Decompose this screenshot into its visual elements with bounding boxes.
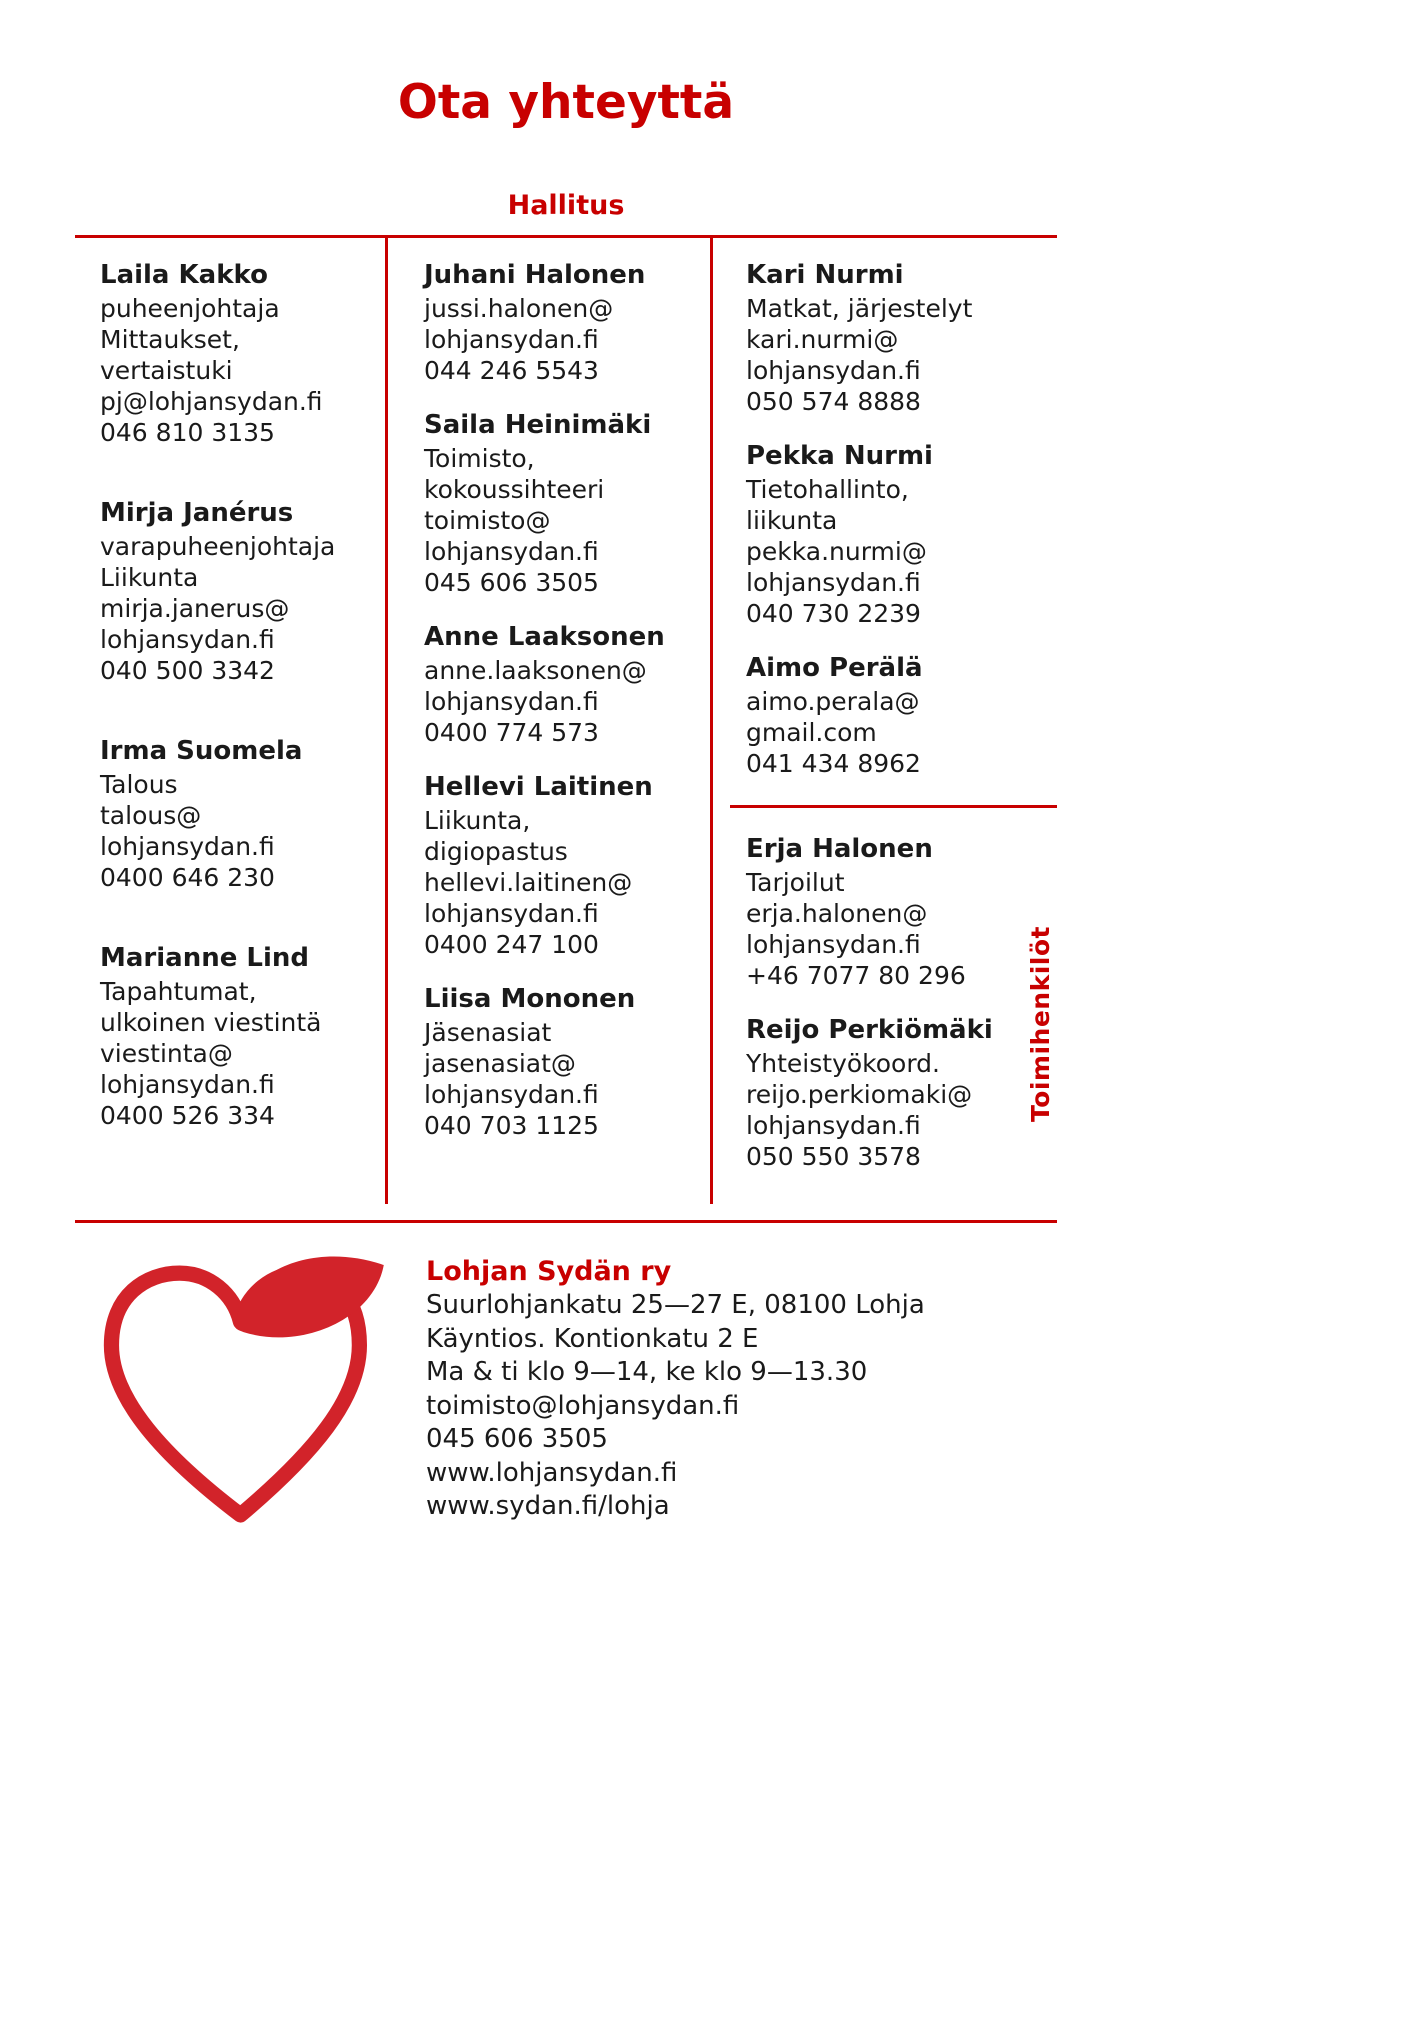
- contact-name: Pekka Nurmi: [746, 441, 933, 472]
- organization-name: Lohjan Sydän ry: [426, 1256, 672, 1288]
- contact-line: anne.laaksonen@: [424, 656, 647, 686]
- contact-name: Hellevi Laitinen: [424, 772, 653, 803]
- contact-line: viestinta@: [100, 1039, 233, 1069]
- contact-line: 040 703 1125: [424, 1111, 599, 1141]
- contact-line: lohjansydan.fi: [424, 687, 599, 717]
- contact-line: reijo.perkiomaki@: [746, 1080, 973, 1110]
- contact-card: [100, 498, 367, 686]
- contact-line: erja.halonen@: [746, 899, 928, 929]
- contact-line: 041 434 8962: [746, 749, 921, 779]
- contact-line: talous@: [100, 801, 202, 831]
- contact-line: kokoussihteeri: [424, 475, 605, 505]
- contact-line: 0400 247 100: [424, 930, 599, 960]
- contact-line: 044 246 5543: [424, 356, 599, 386]
- contact-line: ulkoinen viestintä: [100, 1008, 322, 1038]
- contacts-grid: [75, 238, 1057, 1204]
- contact-card: [746, 834, 1013, 991]
- contact-line: toimisto@: [424, 506, 551, 536]
- footer-lines: [426, 1289, 925, 1524]
- contact-name: Aimo Perälä: [746, 653, 923, 684]
- contact-name: Liisa Mononen: [424, 984, 636, 1015]
- contact-line: lohjansydan.fi: [424, 1080, 599, 1110]
- footer-line: toimisto@lohjansydan.fi: [426, 1390, 740, 1421]
- contact-card: [746, 441, 1013, 629]
- contact-line: Talous: [100, 770, 178, 800]
- bottom-divider-line: [75, 1220, 1057, 1223]
- contact-line: gmail.com: [746, 718, 877, 748]
- contact-line: kari.nurmi@: [746, 325, 899, 355]
- page-title: Ota yhteyttä: [397, 75, 735, 130]
- contact-line: Liikunta,: [424, 806, 531, 836]
- contact-line: varapuheenjohtaja: [100, 532, 336, 562]
- contact-line: lohjansydan.fi: [100, 1070, 275, 1100]
- contact-line: pekka.nurmi@: [746, 537, 927, 567]
- contact-line: 0400 774 573: [424, 718, 599, 748]
- contact-line: Tarjoilut: [746, 868, 845, 898]
- contact-line: lohjansydan.fi: [100, 832, 275, 862]
- contact-line: mirja.janerus@: [100, 594, 290, 624]
- contact-line: 0400 646 230: [100, 863, 275, 893]
- contact-card: [746, 653, 1013, 779]
- section-title-hallitus: Hallitus: [507, 190, 625, 222]
- footer-line: Käyntios. Kontionkatu 2 E: [426, 1323, 759, 1354]
- contact-line: Tapahtumat,: [100, 977, 257, 1007]
- contact-line: lohjansydan.fi: [746, 356, 921, 386]
- contact-line: lohjansydan.fi: [424, 537, 599, 567]
- contact-line: lohjansydan.fi: [100, 625, 275, 655]
- contact-name: Irma Suomela: [100, 736, 303, 767]
- contact-line: vertaistuki: [100, 356, 233, 386]
- contact-line: 045 606 3505: [424, 568, 599, 598]
- contact-line: 046 810 3135: [100, 418, 275, 448]
- contact-line: lohjansydan.fi: [746, 1111, 921, 1141]
- footer-line: www.lohjansydan.fi: [426, 1457, 678, 1488]
- contact-card: [100, 260, 367, 448]
- contact-line: Mittaukset,: [100, 325, 240, 355]
- footer-line: 045 606 3505: [426, 1424, 608, 1455]
- contact-line: Tietohallinto,: [746, 475, 909, 505]
- contact-name: Juhani Halonen: [424, 260, 646, 291]
- contact-line: lohjansydan.fi: [746, 930, 921, 960]
- contact-line: pj@lohjansydan.fi: [100, 387, 323, 417]
- contact-card: [746, 1015, 1013, 1172]
- heart-leaf-logo: [83, 1237, 398, 1545]
- contact-line: jasenasiat@: [424, 1049, 576, 1079]
- contact-line: 040 730 2239: [746, 599, 921, 629]
- contact-line: aimo.perala@: [746, 687, 920, 717]
- contact-card: [424, 410, 696, 598]
- contact-line: puheenjohtaja: [100, 294, 280, 324]
- contact-line: lohjansydan.fi: [424, 899, 599, 929]
- contacts-column-3: [710, 238, 1057, 1204]
- footer-line: Suurlohjankatu 25—27 E, 08100 Lohja: [426, 1290, 925, 1321]
- contact-line: +46 7077 80 296: [746, 961, 966, 991]
- footer-line: Ma & ti klo 9—14, ke klo 9—13.30: [426, 1357, 868, 1388]
- footer-line: www.sydan.fi/lohja: [426, 1491, 670, 1522]
- contact-card: [424, 260, 696, 386]
- content-area: [75, 0, 1057, 1545]
- footer-text-block: [426, 1237, 925, 1524]
- contact-line: liikunta: [746, 506, 838, 536]
- side-label-toimihenkilot: Toimihenkilöt: [1026, 926, 1055, 1123]
- contact-card: [746, 260, 1013, 417]
- footer: [75, 1237, 1057, 1545]
- contact-name: Kari Nurmi: [746, 260, 904, 291]
- contact-name: Anne Laaksonen: [424, 622, 665, 653]
- contacts-column-1: [75, 238, 385, 1204]
- contact-line: digiopastus: [424, 837, 568, 867]
- contact-card: [100, 736, 367, 893]
- contact-line: 0400 526 334: [100, 1101, 275, 1131]
- contact-line: Liikunta: [100, 563, 199, 593]
- contact-name: Saila Heinimäki: [424, 410, 652, 441]
- column-divider-line: [730, 805, 1057, 808]
- contact-card: [100, 943, 367, 1131]
- contact-name: Reijo Perkiömäki: [746, 1015, 993, 1046]
- contact-line: jussi.halonen@: [424, 294, 614, 324]
- contact-line: Yhteistyökoord.: [746, 1049, 940, 1079]
- contact-line: 050 574 8888: [746, 387, 921, 417]
- contact-name: Mirja Janérus: [100, 498, 294, 529]
- contact-name: Marianne Lind: [100, 943, 310, 974]
- contact-line: hellevi.laitinen@: [424, 868, 633, 898]
- contact-line: 050 550 3578: [746, 1142, 921, 1172]
- contact-card: [424, 772, 696, 960]
- contact-card: [424, 622, 696, 748]
- contact-card: [424, 984, 696, 1141]
- contacts-column-2: [385, 238, 710, 1204]
- contact-line: Toimisto,: [424, 444, 535, 474]
- contact-line: 040 500 3342: [100, 656, 275, 686]
- contact-name: Erja Halonen: [746, 834, 933, 865]
- contact-line: Jäsenasiat: [424, 1018, 552, 1048]
- contact-line: Matkat, järjestelyt: [746, 294, 973, 324]
- contact-line: lohjansydan.fi: [424, 325, 599, 355]
- contact-name: Laila Kakko: [100, 260, 268, 291]
- contact-line: lohjansydan.fi: [746, 568, 921, 598]
